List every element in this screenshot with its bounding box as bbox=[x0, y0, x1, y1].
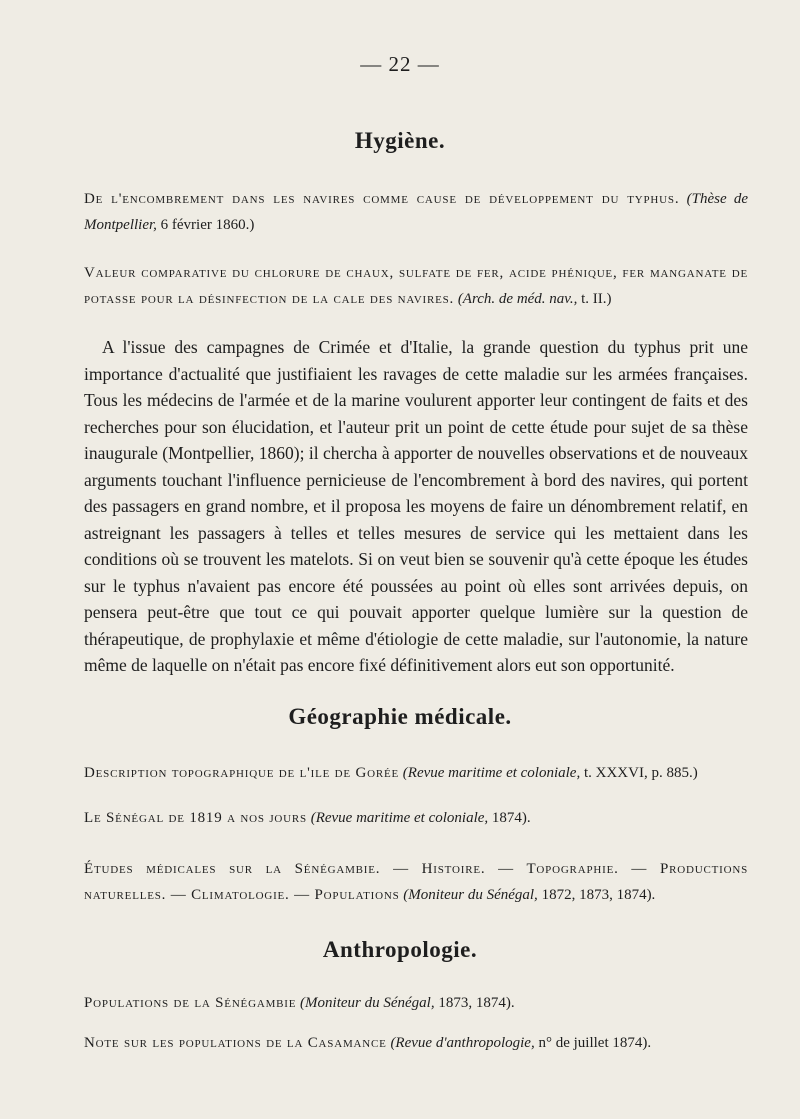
entry-source: (Revue maritime et coloniale, bbox=[310, 810, 489, 826]
entry-source: (Revue d'anthropologie, bbox=[390, 1035, 535, 1051]
entry-source-detail: 1872, 1873, 1874). bbox=[537, 887, 656, 903]
entry-source: (Revue maritime et coloniale, bbox=[402, 765, 581, 781]
entry-source: (Moniteur du Sénégal, bbox=[300, 995, 435, 1011]
entry-source-detail: 1873, 1874). bbox=[434, 995, 515, 1011]
entry-source: (Arch. de méd. nav., bbox=[457, 291, 578, 307]
entry-title: Valeur comparative du chlorure de chaux, sulfate de fer, acide phénique, fer manganate de potasse pour la désinfection de la cale des navires. bbox=[84, 265, 748, 307]
page-number: — 22 — bbox=[360, 52, 440, 76]
section-heading-hygiene: Hygiène. bbox=[354, 128, 446, 153]
entry-source: (Thèse de Montpellier, bbox=[84, 191, 748, 233]
entry-title: De l'encombrement dans les navires comme cause de développement du typhus. bbox=[84, 191, 680, 207]
entry-source-detail: 6 février 1860.) bbox=[156, 217, 255, 233]
entry-title: Le Sénégal de 1819 a nos jours bbox=[84, 810, 307, 826]
entry-source-detail: n° de juillet 1874). bbox=[534, 1035, 652, 1051]
body-paragraph: A l'issue des campagnes de Crimée et d'Italie, la grande question du typhus prit une importance d'actualité que justifiaient les ravages de cette maladie sur les armées françaises. Tous les médecins de l'armée et de la marine voulurent apporter leur contingent de faits et des recherches pour son élucidation, et l'auteur prit un point de cette étude pour sujet de sa thèse inaugurale (Montpellier, 1860); il chercha à apporter de nouvelles observations et de nouveaux arguments touchant l'influence pernicieuse de l'encombrement à bord des navires, qui portent des passagers en grand nombre, et il proposa les moyens de faire un dénombrement relatif, en astreignant les passagers à telles et telles mesures de service qui les mettaient dans les conditions où se trouvent les matelots. Si on veut bien se souvenir qu'à cette époque les études sur le typhus n'avaient pas encore été poussées au point où elles sont arrivées depuis, on pensera peut-être que tout ce qui pouvait apporter quelque lumière sur la question de thérapeutique, de prophylaxie et même d'étiologie de cette maladie, sur l'autonomie, la nature même de laquelle on n'était pas encore fixé définitivement alors eut son opportunité. bbox=[84, 337, 748, 675]
entry-title: Études médicales sur la Sénégambie. — Histoire. — Topographie. — Productions naturelles. — Climatologie. — Populations bbox=[84, 861, 748, 903]
section-heading-anthropologie: Anthropologie. bbox=[322, 937, 478, 962]
bibliography-entry bbox=[84, 856, 748, 908]
entry-source-detail: 1874). bbox=[488, 810, 531, 826]
bibliography-entry bbox=[84, 260, 748, 312]
section-heading-geographie: Géographie médicale. bbox=[288, 704, 512, 729]
entry-title: Populations de la Sénégambie bbox=[84, 995, 297, 1011]
entry-source-detail: t. II.) bbox=[577, 291, 612, 307]
bibliography-entry bbox=[84, 1030, 748, 1056]
entry-title: Note sur les populations de la Casamance bbox=[84, 1035, 387, 1051]
entry-source: (Moniteur du Sénégal, bbox=[403, 887, 538, 903]
entry-source-detail: t. XXXVI, p. 885.) bbox=[580, 765, 698, 781]
bibliography-entry bbox=[84, 805, 748, 831]
bibliography-entry bbox=[84, 990, 748, 1016]
entry-title: Description topographique de l'ile de Gorée bbox=[84, 765, 400, 781]
bibliography-entry bbox=[84, 186, 748, 238]
bibliography-entry bbox=[84, 760, 748, 786]
